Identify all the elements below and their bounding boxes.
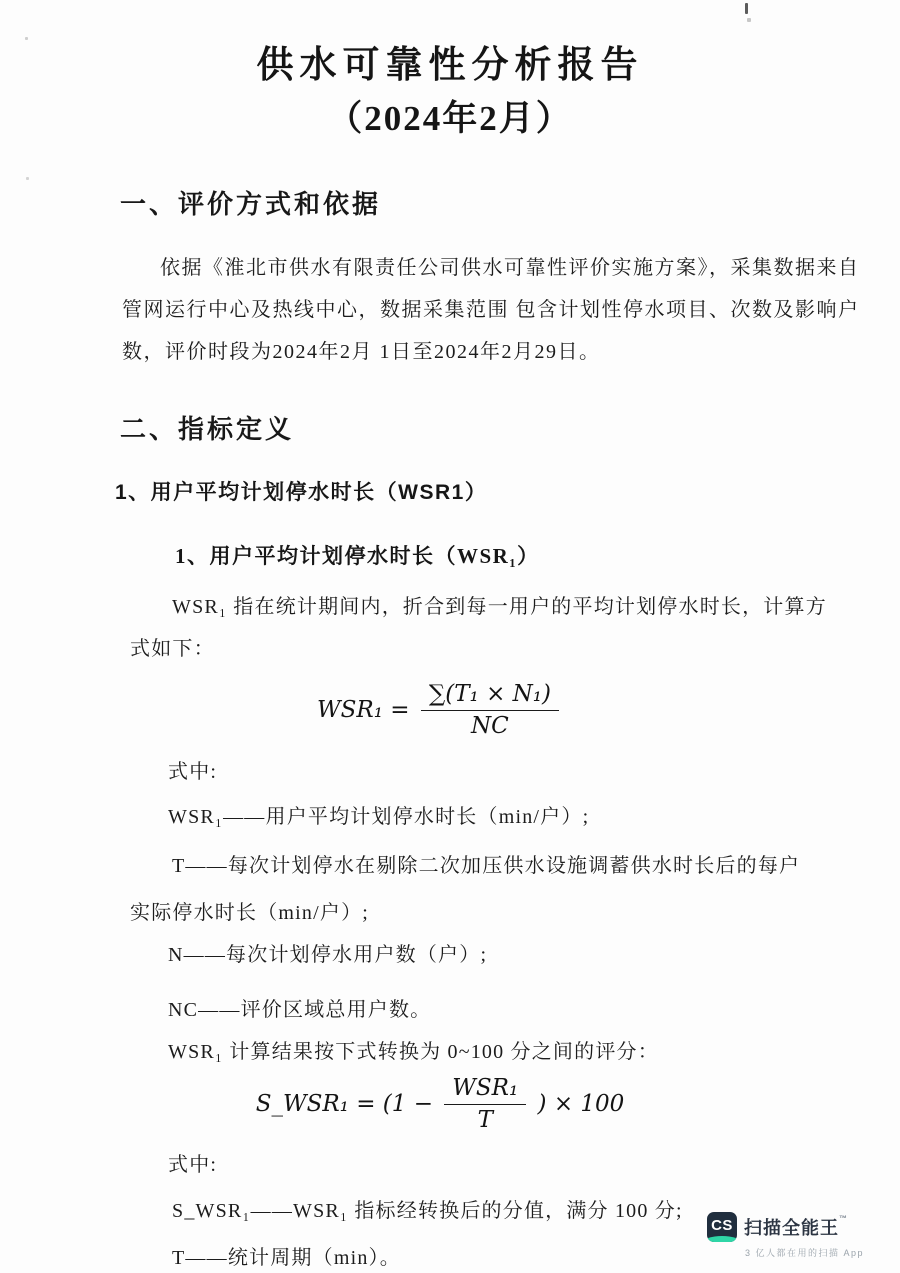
sub-heading-wsr1-outer: 1、用户平均计划停水时长（WSR1）	[115, 480, 488, 504]
formula-rhs: ) × 100	[537, 1090, 625, 1117]
section-heading-evaluation-method: 一、评价方式和依据	[120, 188, 382, 219]
intro-line: WSR₁ 指在统计期间内，折合到每一用户的平均计划停水时长，计算方	[172, 595, 827, 618]
definition-t-period: T——统计周期（min）。	[172, 1246, 401, 1269]
section1-paragraph	[0, 247, 900, 373]
conversion-line: WSR₁ 计算结果按下式转换为 0~100 分之间的评分：	[168, 1041, 659, 1064]
formula-denominator: NC	[471, 712, 509, 739]
app-name-text: 扫描全能王	[744, 1218, 839, 1238]
cs-logo-text: CS	[711, 1217, 733, 1234]
document-subtitle: （2024年2月）	[327, 99, 573, 139]
section-heading-indicator-definition: 二、指标定义	[120, 413, 295, 444]
scan-speck	[747, 18, 751, 22]
scan-speck	[25, 37, 28, 40]
formula-lhs: S_WSR₁ = (1 −	[255, 1090, 433, 1117]
scan-speck	[745, 3, 748, 14]
definition-n: N——每次计划停水用户数（户）;	[168, 944, 488, 967]
formula-numerator: WSR₁	[444, 1076, 526, 1105]
formula-denominator: T	[477, 1107, 493, 1134]
definition-wsr1: WSR₁——用户平均计划停水时长（min/户）;	[168, 806, 590, 829]
paragraph-line: 数，评价时段为2024年2月 1日至2024年2月29日。	[122, 340, 601, 363]
camscanner-logo-row	[707, 1212, 882, 1242]
cs-logo-swoosh	[707, 1236, 737, 1242]
intro-line: 式如下：	[130, 637, 215, 660]
document-title-block	[0, 0, 900, 142]
where-label: 式中:	[168, 761, 218, 784]
formula-fraction	[421, 682, 559, 740]
camscanner-logo-icon	[707, 1212, 737, 1242]
camscanner-watermark	[707, 1212, 882, 1259]
scan-speck	[26, 177, 29, 180]
formula-wsr1	[0, 682, 880, 740]
definition-s-wsr1: S_WSR₁——WSR₁ 指标经转换后的分值，满分 100 分;	[172, 1199, 683, 1222]
camscanner-tagline: 3 亿人都在用的扫描 App	[745, 1248, 865, 1258]
formula-fraction	[444, 1076, 526, 1134]
sub-heading-wsr1-inner: 1、用户平均计划停水时长（WSR₁）	[175, 543, 540, 568]
definition-nc: NC——评价区域总用户数。	[168, 999, 432, 1022]
formula-numerator: ∑(T₁ × N₁)	[421, 682, 559, 711]
camscanner-app-name	[744, 1214, 848, 1240]
where-label: 式中:	[168, 1153, 218, 1176]
formula-s-wsr1	[0, 1076, 880, 1134]
paragraph-line: 依据《淮北市供水有限责任公司供水可靠性评价实施方案》，采集数据来自	[160, 256, 860, 279]
paragraph-line: 管网运行中心及热线中心，数据采集范围 包含计划性停水项目、次数及影响户	[122, 298, 860, 321]
trademark-symbol: ™	[839, 1214, 848, 1223]
formula-lhs: WSR₁ =	[316, 696, 410, 723]
definition-t-line2: 实际停水时长（min/户）;	[130, 902, 370, 925]
definition-t-line1: T——每次计划停水在剔除二次加压供水设施调蓄供水时长后的每户	[172, 855, 801, 878]
document-title: 供水可靠性分析报告	[256, 45, 644, 86]
